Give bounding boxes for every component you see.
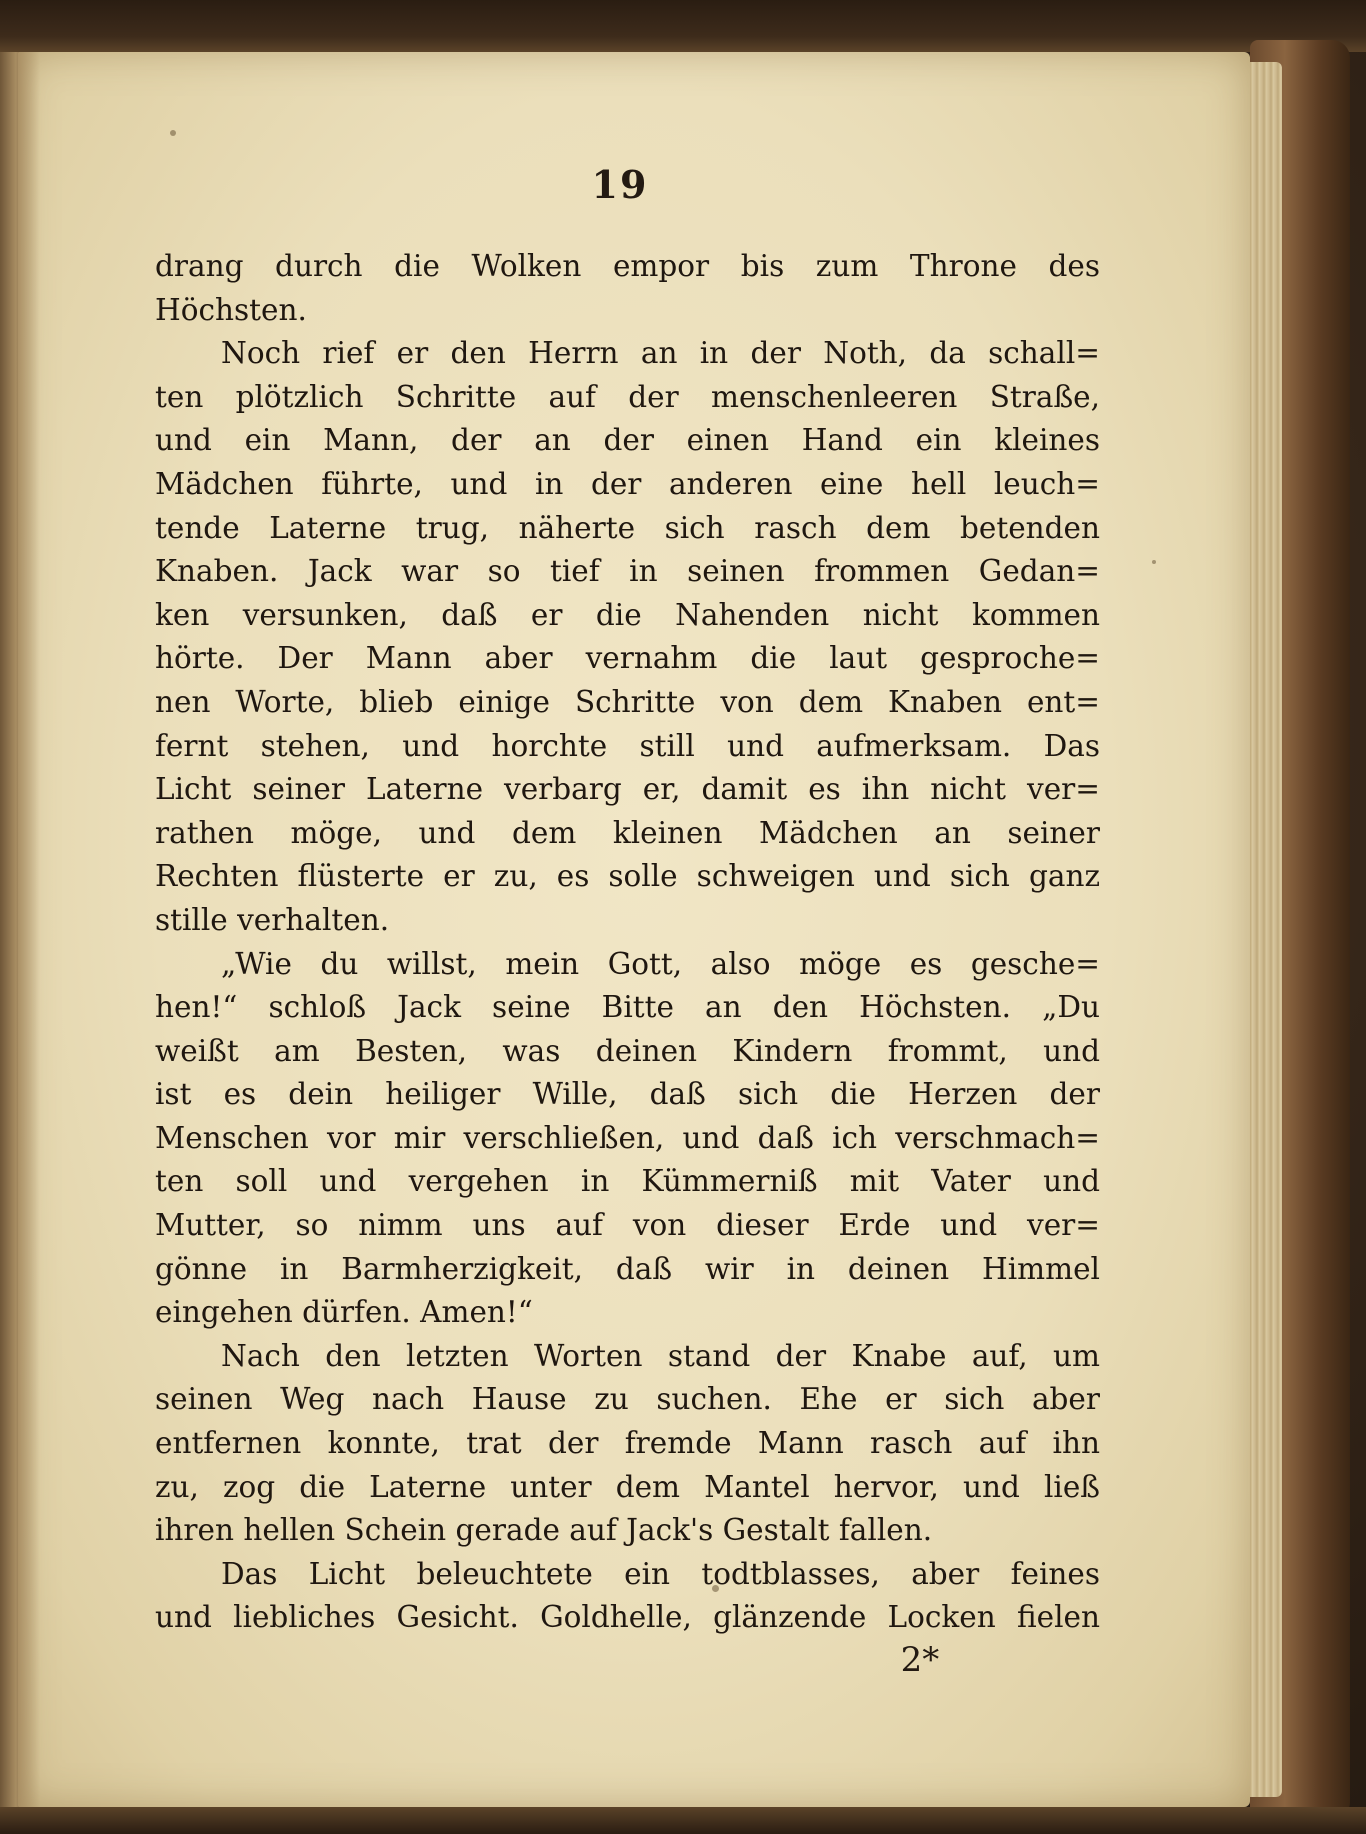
text-line: Licht seiner Laterne verbarg er, damit es ihn nicht ver= xyxy=(155,772,1100,807)
text-line: rathen möge, und dem kleinen Mädchen an seiner xyxy=(155,815,1100,850)
text-line: Knaben. Jack war so tief in seinen frommen Gedan= xyxy=(155,554,1100,589)
page-speck xyxy=(170,130,176,136)
text-line: gönne in Barmherzigkeit, daß wir in deinen Himmel xyxy=(155,1251,1100,1286)
page-number: 19 xyxy=(591,162,649,207)
text-line: ihren hellen Schein gerade auf Jack's Gestalt fallen. xyxy=(155,1513,933,1548)
text-line: Menschen vor mir verschließen, und daß ich verschmach= xyxy=(155,1120,1100,1155)
text-line: ten plötzlich Schritte auf der menschenleeren Straße, xyxy=(155,379,1100,414)
text-line: „Wie du willst, mein Gott, also möge es gesche= xyxy=(221,946,1100,981)
text-line: Mädchen führte, und in der anderen eine hell leuch= xyxy=(155,466,1100,501)
scan-bottom-edge xyxy=(0,1807,1366,1834)
page-gutter xyxy=(0,52,40,1807)
text-line: und liebliches Gesicht. Goldhelle, glänzende Locken fielen xyxy=(155,1600,1100,1635)
text-line: Noch rief er den Herrn an in der Noth, da schall= xyxy=(221,336,1100,371)
signature-mark: 2* xyxy=(900,1640,940,1680)
body-text xyxy=(155,245,1100,1640)
text-line: nen Worte, blieb einige Schritte von dem Knaben ent= xyxy=(155,684,1100,719)
text-line: ten soll und vergehen in Kümmerniß mit Vater und xyxy=(155,1164,1100,1199)
text-line: und ein Mann, der an der einen Hand ein kleines xyxy=(155,423,1100,458)
page-speck xyxy=(1152,560,1156,564)
text-line: Nach den letzten Worten stand der Knabe auf, um xyxy=(221,1338,1100,1373)
scan-top-edge xyxy=(0,0,1366,52)
text-line: Höchsten. xyxy=(155,292,307,327)
text-line: ken versunken, daß er die Nahenden nicht kommen xyxy=(155,597,1100,632)
text-line: Mutter, so nimm uns auf von dieser Erde und ver= xyxy=(155,1208,1100,1243)
text-line: entfernen konnte, trat der fremde Mann rasch auf ihn xyxy=(155,1426,1100,1461)
text-line: zu, zog die Laterne unter dem Mantel hervor, und ließ xyxy=(155,1469,1100,1504)
text-line: drang durch die Wolken empor bis zum Throne des xyxy=(155,249,1100,283)
text-line: Rechten flüsterte er zu, es solle schweigen und sich ganz xyxy=(155,859,1100,894)
text-line: hen!“ schloß Jack seine Bitte an den Höchsten. „Du xyxy=(155,990,1100,1025)
text-line: Das Licht beleuchtete ein todtblasses, aber feines xyxy=(221,1556,1100,1591)
text-line: fernt stehen, und horchte still und aufmerksam. Das xyxy=(155,728,1100,763)
text-line: hörte. Der Mann aber vernahm die laut gesproche= xyxy=(155,641,1100,676)
text-line: eingehen dürfen. Amen!“ xyxy=(155,1295,533,1330)
text-line: tende Laterne trug, näherte sich rasch dem betenden xyxy=(155,510,1100,545)
text-line: seinen Weg nach Hause zu suchen. Ehe er sich aber xyxy=(155,1382,1100,1417)
text-line: weißt am Besten, was deinen Kindern frommt, und xyxy=(155,1033,1100,1068)
text-line: stille verhalten. xyxy=(155,902,390,937)
text-line: ist es dein heiliger Wille, daß sich die Herzen der xyxy=(155,1077,1100,1112)
